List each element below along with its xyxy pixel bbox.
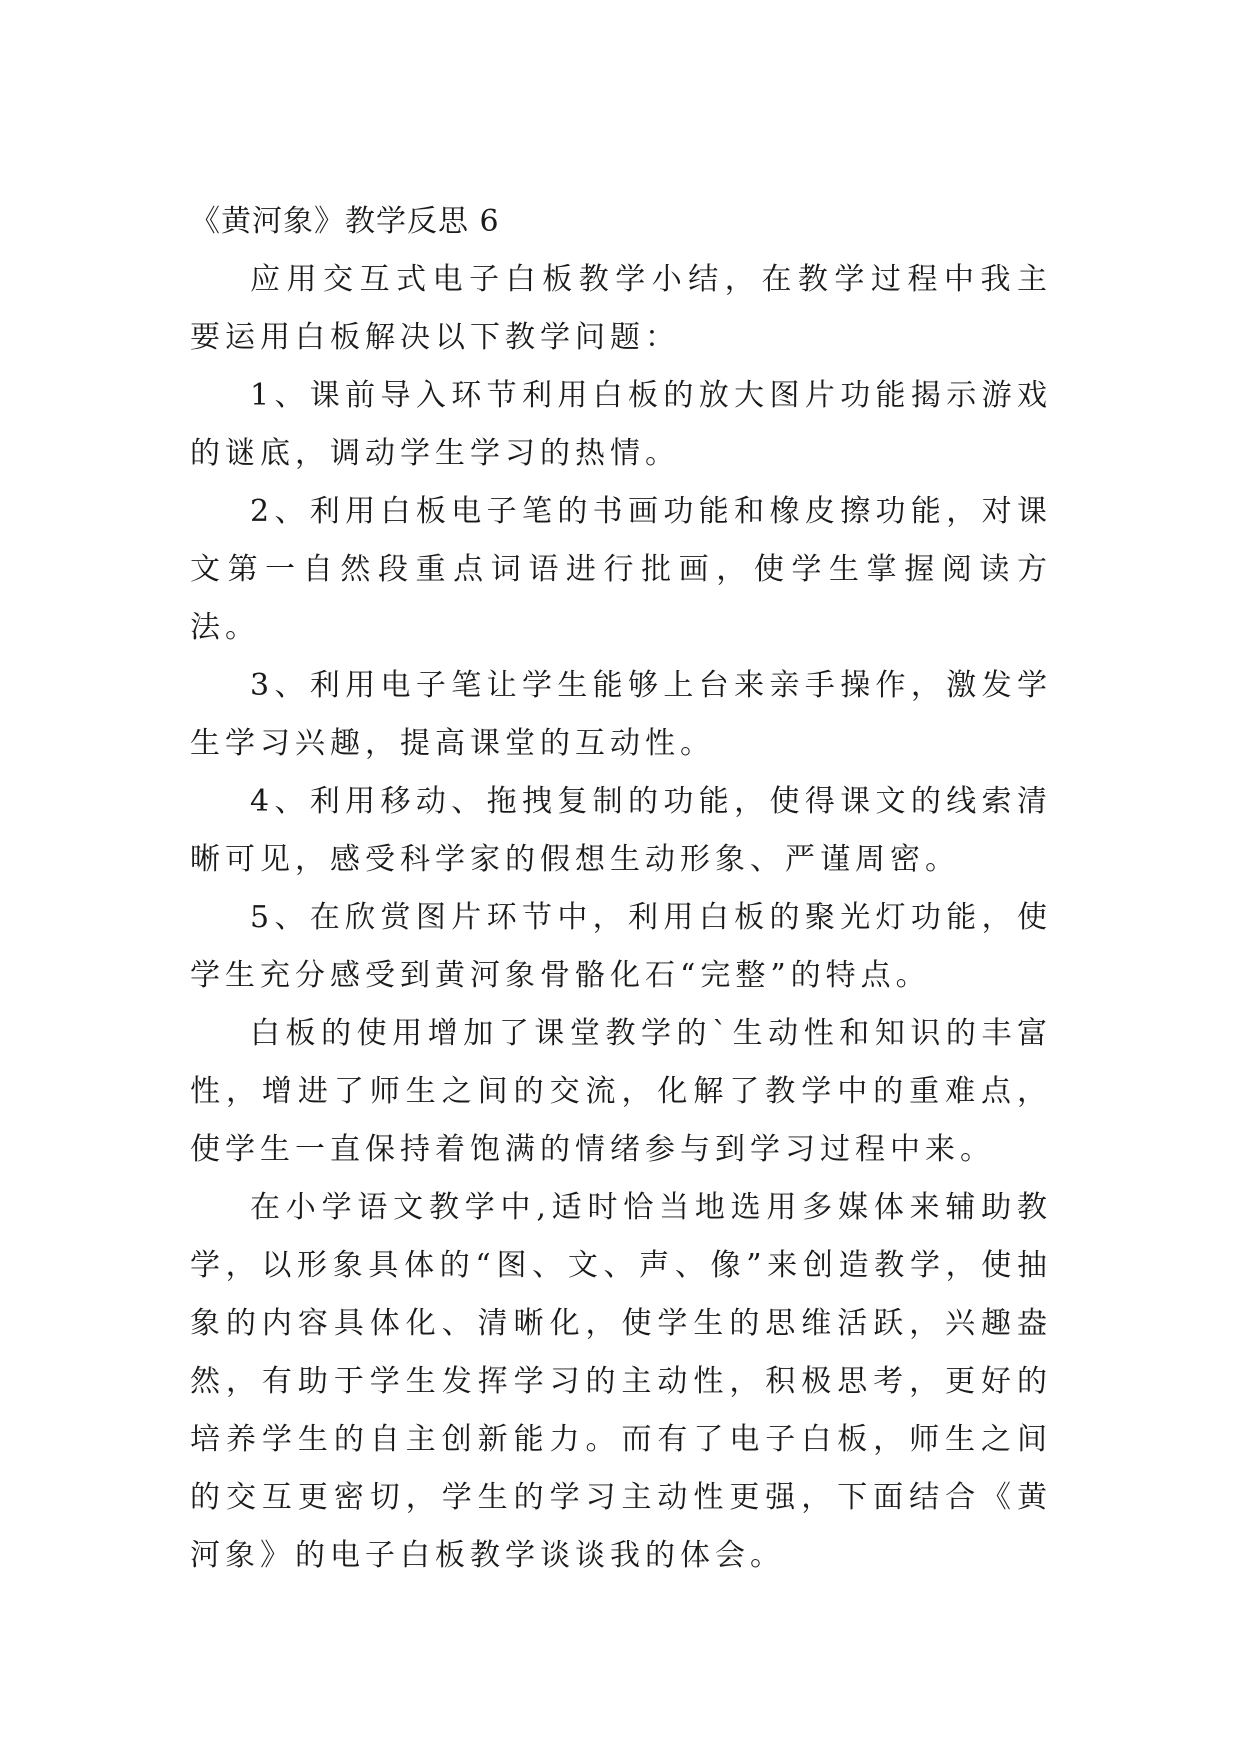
paragraph-item-2: 2、利用白板电子笔的书画功能和橡皮擦功能，对课文第一自然段重点词语进行批画，使学生掌握阅读方法。	[190, 494, 1052, 645]
document-page	[190, 193, 1052, 1585]
paragraph-item-4: 4、利用移动、拖拽复制的功能，使得课文的线索清晰可见，感受科学家的假想生动形象、严谨周密。	[190, 784, 1052, 877]
paragraph-item-1: 1、课前导入环节利用白板的放大图片功能揭示游戏的谜底，调动学生学习的热情。	[190, 378, 1052, 471]
document-title: 《黄河象》教学反思 6	[190, 204, 500, 239]
paragraph-item-5: 5、在欣赏图片环节中，利用白板的聚光灯功能，使学生充分感受到黄河象骨骼化石“完整”的特点。	[190, 900, 1052, 993]
paragraph-conclusion: 在小学语文教学中,适时恰当地选用多媒体来辅助教学，以形象具体的“图、文、声、像”来创造教学，使抽象的内容具体化、清晰化，使学生的思维活跃，兴趣盎然，有助于学生发挥学习的主动性，积极思考，更好的培养学生的自主创新能力。而有了电子白板，师生之间的交互更密切，学生的学习主动性更强，下面结合《黄河象》的电子白板教学谈谈我的体会。	[190, 1190, 1052, 1573]
paragraph-item-3: 3、利用电子笔让学生能够上台来亲手操作，激发学生学习兴趣，提高课堂的互动性。	[190, 668, 1052, 761]
paragraph-intro: 应用交互式电子白板教学小结，在教学过程中我主要运用白板解决以下教学问题：	[190, 262, 1052, 355]
paragraph-summary: 白板的使用增加了课堂教学的`生动性和知识的丰富性，增进了师生之间的交流，化解了教学中的重难点，使学生一直保持着饱满的情绪参与到学习过程中来。	[190, 1016, 1052, 1167]
